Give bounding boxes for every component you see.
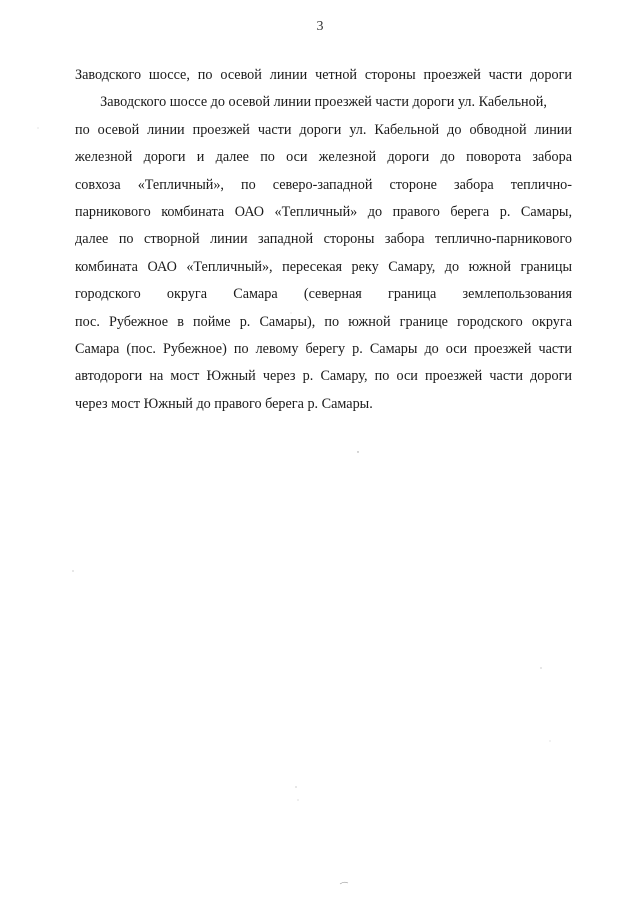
text-line: парникового комбината ОАО «Тепличный» до правого берега р. Самары, bbox=[75, 203, 572, 220]
text-line: по осевой линии проезжей части дороги ул. Кабельной до обводной линии bbox=[75, 121, 572, 138]
text-line: Заводского шоссе, по осевой линии четной стороны проезжей части дороги bbox=[75, 67, 572, 83]
page-number: 3 bbox=[316, 19, 324, 34]
text-line: совхоза «Тепличный», по северо-западной стороне забора теплично- bbox=[75, 176, 572, 193]
text-line: железной дороги и далее по оси железной дороги до поворота забора bbox=[75, 149, 572, 166]
text-line: автодороги на мост Южный через р. Самару, по оси проезжей части дороги bbox=[75, 368, 572, 385]
text-line: далее по створной линии западной стороны забора теплично-парникового bbox=[75, 231, 572, 248]
text-line: Заводского шоссе до осевой линии проезжей части дороги ул. Кабельной, bbox=[100, 94, 547, 111]
text-line: Самара (пос. Рубежное) по левому берегу р. Самары до оси проезжей части bbox=[75, 340, 572, 357]
text-line: комбината ОАО «Тепличный», пересекая реку Самару, до южной границы bbox=[75, 258, 572, 275]
body-paragraph bbox=[75, 62, 572, 418]
text-line: через мост Южный до правого берега р. Самары. bbox=[75, 395, 373, 412]
text-line: городского округа Самара (северная граница землепользования bbox=[75, 286, 572, 303]
text-line: пос. Рубежное в пойме р. Самары), по южной границе городского округа bbox=[75, 313, 572, 330]
